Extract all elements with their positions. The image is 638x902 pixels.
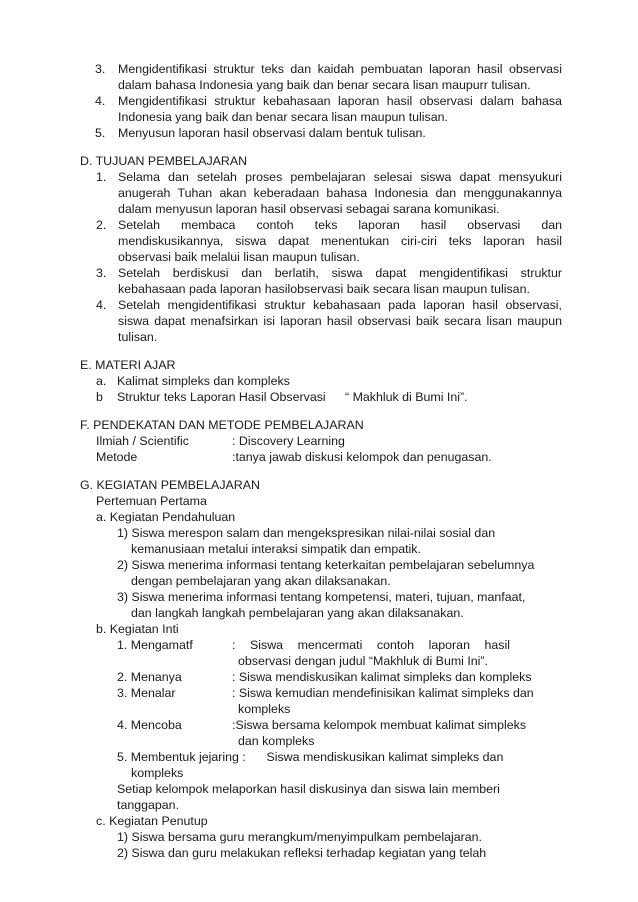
step-text: : Siswa mendiskusikan kalimat simpleks dan kompleks bbox=[232, 670, 532, 684]
step-text: observasi dengan judul “Makhluk di Bumi Ini”. bbox=[238, 654, 489, 668]
step-text: :Siswa bersama kelompok membuat kalimat simpleks bbox=[232, 718, 527, 732]
list-item-text: mendiskusikannya, siswa dapat menentukan ciri-ciri teks laporan hasil bbox=[118, 234, 562, 248]
list-item-text: Kalimat simpleks dan kompleks bbox=[117, 374, 290, 388]
list-item-text: Setelah berdiskusi dan berlatih, siswa dapat mengidentifikasi struktur bbox=[118, 266, 562, 280]
list-item-text: anugerah Tuhan akan keberadaan bahasa Indonesia dan menggunakannya bbox=[118, 186, 562, 200]
list-item-text: kebahasaan pada laporan hasilobservasi baik secara lisan maupun tulisan. bbox=[118, 282, 530, 296]
section-heading: D. TUJUAN PEMBELAJARAN bbox=[80, 154, 248, 168]
list-item-text: 2) Siswa dan guru melakukan refleksi terhadap kegiatan yang telah bbox=[117, 846, 487, 860]
list-number: 5. bbox=[95, 126, 106, 140]
subheading: Pertemuan Pertama bbox=[96, 494, 207, 508]
list-item-text: 1) Siswa merespon salam dan mengekspresikan nilai-nilai sosial dan bbox=[117, 526, 496, 540]
section-heading: G. KEGIATAN PEMBELAJARAN bbox=[80, 478, 260, 492]
step-text: kompleks bbox=[238, 702, 291, 716]
list-item-text: dan langkah langkah pembelajaran yang akan dilaksanakan. bbox=[131, 606, 464, 620]
list-item-text: dalam menyusun laporan hasil observasi sebagai sarana komunikasi. bbox=[118, 202, 500, 216]
list-letter: b bbox=[96, 390, 103, 404]
list-item-text: 1) Siswa bersama guru merangkum/menyimpulkam pembelajaran. bbox=[117, 830, 482, 844]
paragraph-text: tanggapan. bbox=[117, 798, 180, 812]
list-item-text: observasi baik melalui lisan maupun tulisan. bbox=[118, 250, 360, 264]
list-item-text: Setelah membaca contoh teks laporan hasil observasi dan bbox=[118, 218, 562, 232]
list-number: 1. bbox=[96, 170, 107, 184]
list-item-text: 2) Siswa menerima informasi tentang keterkaitan pembelajaran sebelumnya bbox=[117, 558, 535, 572]
step-text: kompleks bbox=[131, 766, 184, 780]
step-text: : Siswa kemudian mendefinisikan kalimat simpleks dan bbox=[232, 686, 534, 700]
list-item-text: Mengidentifikasi struktur teks dan kaidah pembuatan laporan hasil observasi bbox=[118, 62, 562, 76]
list-number: 3. bbox=[96, 266, 107, 280]
list-item-text: Mengidentifikasi struktur kebahasaan laporan hasil observasi dalam bahasa bbox=[118, 94, 562, 108]
list-item-text: 3) Siswa menerima informasi tentang kompetensi, materi, tujuan, manfaat, bbox=[117, 590, 526, 604]
subsection-title: c. Kegiatan Penutup bbox=[96, 814, 208, 828]
step-label: 4. Mencoba bbox=[117, 718, 182, 732]
list-item-text: Menyusun laporan hasil observasi dalam bentuk tulisan. bbox=[118, 126, 426, 140]
step-text: 5. Membentuk jejaring : Siswa mendiskusikan kalimat simpleks dan bbox=[117, 750, 504, 764]
list-number: 2. bbox=[96, 218, 107, 232]
paragraph-text: Setiap kelompok melaporkan hasil diskusinya dan siswa lain memberi bbox=[117, 782, 500, 796]
list-item-text: Indonesia yang baik dan benar secara lisan maupun tulisan. bbox=[118, 110, 448, 124]
list-item-text: Selama dan setelah proses pembelajaran selesai siswa dapat mensyukuri bbox=[118, 170, 562, 184]
section-heading: F. PENDEKATAN DAN METODE PEMBELAJARAN bbox=[80, 418, 364, 432]
subsection-title: a. Kegiatan Pendahuluan bbox=[96, 510, 236, 524]
step-label: 2. Menanya bbox=[117, 670, 182, 684]
row-label: Ilmiah / Scientific bbox=[96, 434, 189, 448]
row-value: : Discovery Learning bbox=[232, 434, 345, 448]
list-item-text: dengan pembelajaran yang akan dilaksanakan. bbox=[131, 574, 391, 588]
list-item-text: Setelah mengidentifikasi struktur kebahasaan pada laporan hasil observasi, bbox=[118, 298, 562, 312]
subsection-title: b. Kegiatan Inti bbox=[96, 622, 179, 636]
quoted-title: “ Makhluk di Bumi Ini”. bbox=[345, 390, 468, 404]
row-value: :tanya jawab diskusi kelompok dan penugasan. bbox=[232, 450, 492, 464]
step-text: : Siswa mencermati contoh laporan hasil bbox=[232, 638, 510, 652]
step-label: 3. Menalar bbox=[117, 686, 176, 700]
row-label: Metode bbox=[96, 450, 138, 464]
list-number: 4. bbox=[96, 298, 107, 312]
step-label: 1. Mengamatf bbox=[117, 638, 193, 652]
list-item-text: siswa dapat menafsirkan isi laporan hasil observasi baik secara lisan maupun bbox=[118, 314, 562, 328]
list-item-text: Struktur teks Laporan Hasil Observasi bbox=[117, 390, 326, 404]
list-letter: a. bbox=[96, 374, 107, 388]
list-number: 4. bbox=[95, 94, 106, 108]
list-item-text: kemanusiaan metalui interaksi simpatik dan empatik. bbox=[131, 542, 421, 556]
list-number: 3. bbox=[95, 62, 106, 76]
list-item-text: tulisan. bbox=[118, 330, 158, 344]
list-item-text: dalam bahasa Indonesia yang baik dan benar secara lisan maupurr tulisan. bbox=[118, 78, 531, 92]
section-heading: E. MATERI AJAR bbox=[80, 358, 176, 372]
step-text: dan kompleks bbox=[238, 734, 315, 748]
